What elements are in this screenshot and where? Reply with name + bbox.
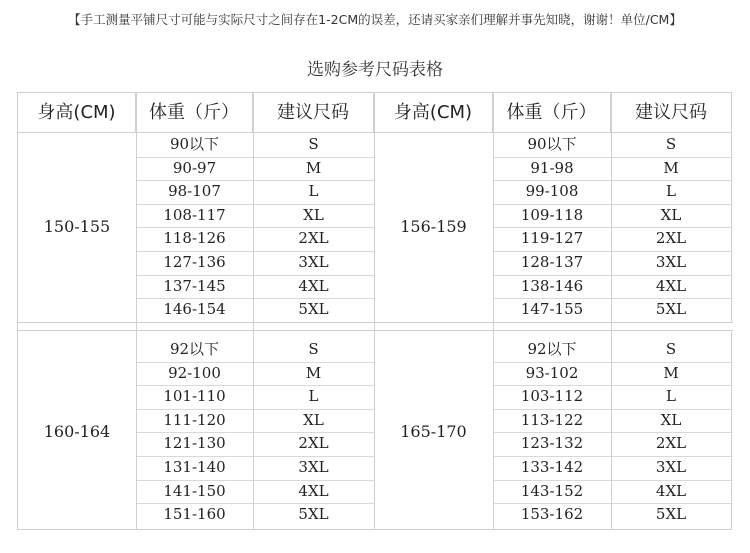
weight-range-cell: 121-130 xyxy=(163,434,226,453)
weight-range-cell: 92以下 xyxy=(169,340,220,358)
row-divider xyxy=(493,251,731,252)
header-height-right: 身高(CM) xyxy=(374,93,493,133)
height-range-cell: 165-170 xyxy=(400,422,467,441)
size-cell: 3XL xyxy=(298,458,329,476)
size-cell: XL xyxy=(660,205,682,224)
weight-range-cell: 138-146 xyxy=(520,276,584,295)
size-cell: 5XL xyxy=(655,505,687,524)
weight-range-cell: 108-117 xyxy=(163,205,226,224)
weight-range-cell: 101-110 xyxy=(163,387,226,406)
size-cell: 2XL xyxy=(298,229,329,248)
row-divider xyxy=(493,227,731,228)
measurement-note: 【手工测量平铺尺寸可能与实际尺寸之间存在1-2CM的误差，还请买家亲们理解并事先知晓，谢谢！单位/CM】 xyxy=(68,12,682,27)
size-cell: L xyxy=(308,387,319,406)
size-cell: 3XL xyxy=(298,253,329,271)
size-cell: 5XL xyxy=(298,505,329,524)
size-cell: 2XL xyxy=(298,434,329,453)
row-divider xyxy=(136,157,374,158)
row-divider xyxy=(493,385,731,386)
weight-range-cell: 118-126 xyxy=(163,229,226,248)
header-size-left: 建议尺码 xyxy=(253,93,374,133)
row-divider xyxy=(136,503,374,504)
weight-range-cell: 153-162 xyxy=(520,505,584,524)
weight-range-cell: 91-98 xyxy=(530,158,574,177)
row-divider xyxy=(136,456,374,457)
weight-range-cell: 151-160 xyxy=(163,505,226,524)
weight-range-cell: 128-137 xyxy=(520,253,584,271)
weight-range-cell: 119-127 xyxy=(520,229,584,248)
weight-range-cell: 92以下 xyxy=(527,340,577,358)
weight-range-cell: 90以下 xyxy=(527,135,577,153)
size-cell: 4XL xyxy=(298,481,329,500)
size-cell: 2XL xyxy=(655,229,687,248)
size-cell: S xyxy=(308,135,319,153)
height-range-cell: 156-159 xyxy=(400,217,467,236)
weight-range-cell: 141-150 xyxy=(163,481,226,500)
size-cell: S xyxy=(665,340,677,358)
size-cell: L xyxy=(666,387,676,406)
row-divider xyxy=(493,275,731,276)
row-divider xyxy=(493,503,731,504)
row-divider xyxy=(493,409,731,410)
size-cell: 5XL xyxy=(298,300,329,319)
row-divider xyxy=(493,456,731,457)
header-weight-right: 体重（斤） xyxy=(493,93,611,133)
size-cell: 5XL xyxy=(655,300,687,319)
weight-range-cell: 113-122 xyxy=(520,410,584,429)
row-divider xyxy=(493,180,731,181)
weight-range-cell: 137-145 xyxy=(163,276,226,295)
size-cell: M xyxy=(305,363,322,382)
size-cell: XL xyxy=(303,205,324,224)
size-cell: S xyxy=(665,135,677,153)
weight-range-cell: 147-155 xyxy=(520,300,584,319)
size-cell: M xyxy=(663,363,679,382)
header-weight-left: 体重（斤） xyxy=(136,93,253,133)
row-divider xyxy=(136,432,374,433)
row-divider xyxy=(136,251,374,252)
row-divider xyxy=(493,157,731,158)
size-cell: L xyxy=(308,182,319,201)
size-cell: S xyxy=(308,340,319,358)
weight-range-cell: 93-102 xyxy=(525,363,579,382)
row-divider xyxy=(493,204,731,205)
height-range-cell: 160-164 xyxy=(43,422,111,441)
row-divider xyxy=(136,298,374,299)
weight-range-cell: 146-154 xyxy=(163,300,226,319)
row-divider xyxy=(136,180,374,181)
weight-range-cell: 143-152 xyxy=(520,481,584,500)
column-divider xyxy=(493,93,494,529)
size-cell: 3XL xyxy=(655,253,687,271)
row-divider xyxy=(493,298,731,299)
row-divider xyxy=(136,204,374,205)
row-divider xyxy=(493,362,731,363)
size-cell: M xyxy=(305,158,322,177)
header-height-left: 身高(CM) xyxy=(18,93,136,133)
size-cell: L xyxy=(666,182,676,201)
column-divider xyxy=(136,93,137,529)
size-cell: M xyxy=(663,158,679,177)
size-cell: 4XL xyxy=(655,276,687,295)
row-divider xyxy=(136,362,374,363)
row-divider xyxy=(136,409,374,410)
weight-range-cell: 99-108 xyxy=(525,182,579,201)
weight-range-cell: 127-136 xyxy=(163,253,226,271)
column-divider xyxy=(611,93,612,529)
size-cell: 4XL xyxy=(298,276,329,295)
row-divider xyxy=(136,480,374,481)
weight-range-cell: 90以下 xyxy=(169,135,220,153)
size-chart-table xyxy=(17,92,732,530)
row-divider xyxy=(493,432,731,433)
column-divider xyxy=(374,93,375,529)
weight-range-cell: 111-120 xyxy=(163,410,226,429)
size-cell: 2XL xyxy=(655,434,687,453)
row-divider xyxy=(136,385,374,386)
weight-range-cell: 109-118 xyxy=(520,205,584,224)
group-separator xyxy=(18,322,733,331)
row-divider xyxy=(136,275,374,276)
row-divider xyxy=(493,480,731,481)
weight-range-cell: 90-97 xyxy=(172,158,217,177)
size-cell: 4XL xyxy=(655,481,687,500)
size-cell: XL xyxy=(303,410,324,429)
weight-range-cell: 131-140 xyxy=(163,458,226,476)
column-divider xyxy=(253,93,254,529)
size-cell: XL xyxy=(660,410,682,429)
weight-range-cell: 98-107 xyxy=(168,182,221,201)
header-size-right: 建议尺码 xyxy=(611,93,731,133)
row-divider xyxy=(136,227,374,228)
weight-range-cell: 103-112 xyxy=(520,387,584,406)
height-range-cell: 150-155 xyxy=(43,217,111,236)
weight-range-cell: 133-142 xyxy=(520,458,584,476)
weight-range-cell: 123-132 xyxy=(520,434,584,453)
weight-range-cell: 92-100 xyxy=(168,363,221,382)
size-cell: 3XL xyxy=(655,458,687,476)
page-title: 选购参考尺码表格 xyxy=(307,60,443,80)
